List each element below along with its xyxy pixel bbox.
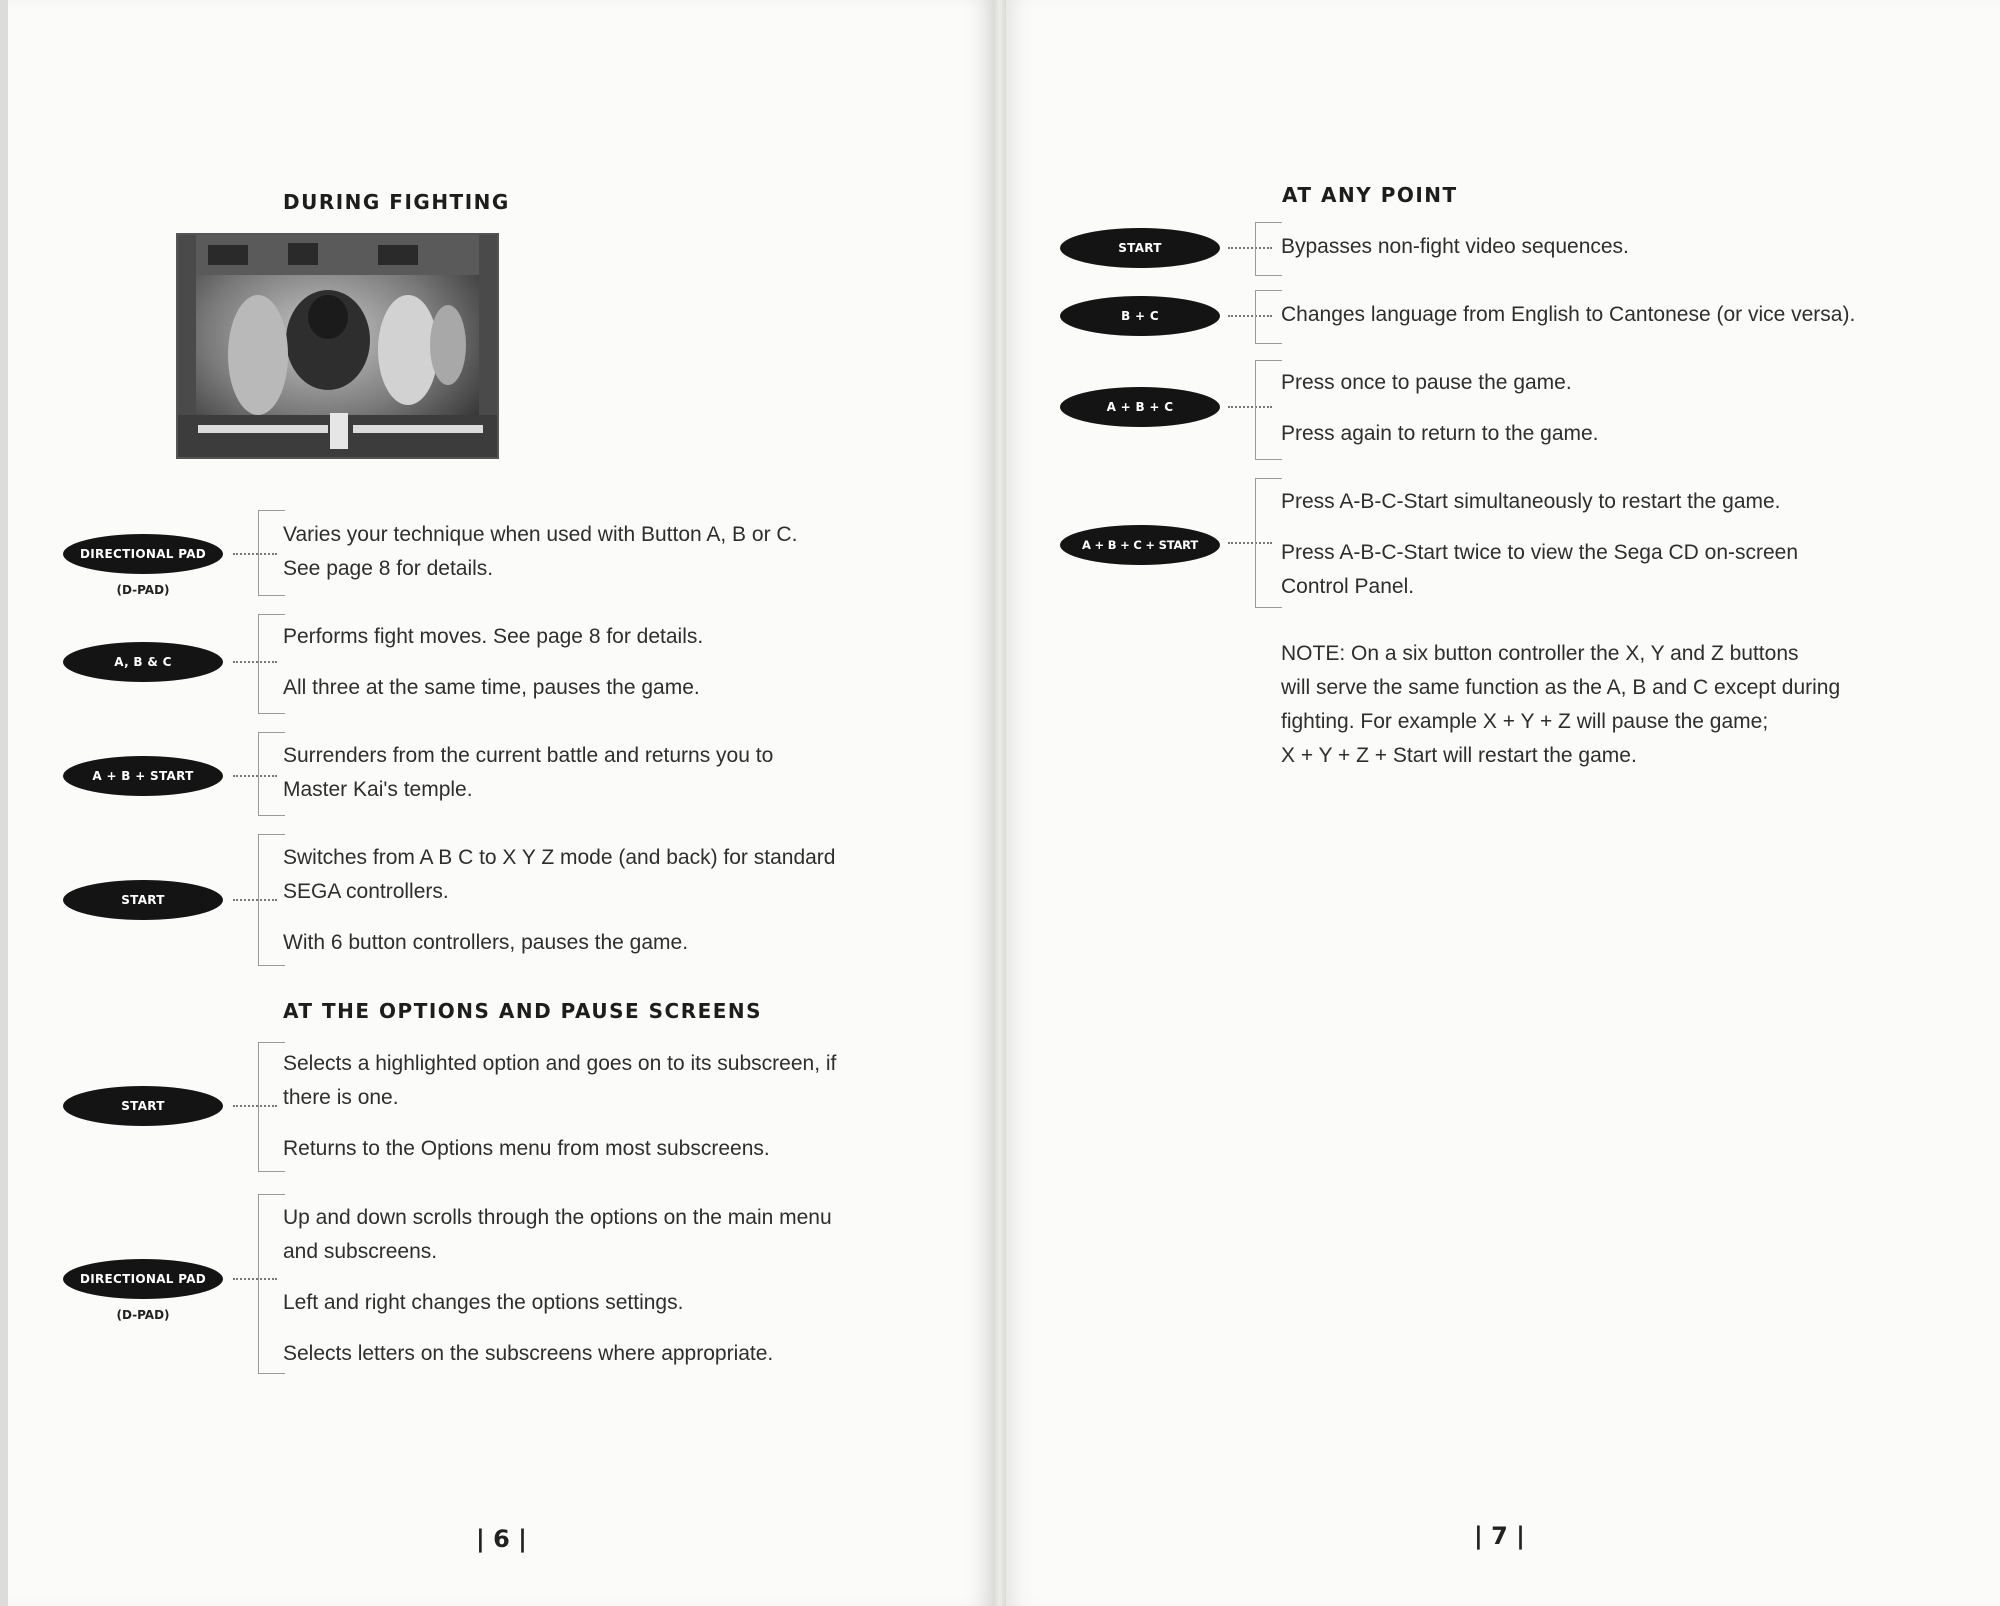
bracket xyxy=(1255,360,1282,460)
bracket xyxy=(1255,290,1282,344)
book-gutter xyxy=(993,0,1006,1606)
desc-line: Press A-B-C-Start simultaneously to restart the game. xyxy=(1281,490,1781,513)
bracket xyxy=(1255,478,1282,608)
desc-line: and subscreens. xyxy=(283,1240,438,1263)
abc-button[interactable]: A, B & C xyxy=(63,642,223,682)
bracket xyxy=(1255,222,1282,276)
desc-line: Press once to pause the game. xyxy=(1281,371,1572,394)
desc-line: Switches from A B C to X Y Z mode (and back) for standard xyxy=(283,846,836,869)
note-paragraph xyxy=(1281,637,1840,773)
directional-pad-button[interactable]: DIRECTIONAL PAD xyxy=(63,534,223,574)
any-point-start-button[interactable]: START xyxy=(1060,228,1220,268)
desc-line: Surrenders from the current battle and returns you to xyxy=(283,744,774,767)
desc-line: Up and down scrolls through the options on the main menu xyxy=(283,1206,832,1229)
options-start-button[interactable]: START xyxy=(63,1086,223,1126)
fight-screenshot-image xyxy=(178,235,497,457)
bracket xyxy=(258,1194,285,1374)
note-line: will serve the same function as the A, B and C except during xyxy=(1281,676,1841,699)
heading-during-fighting: DURING FIGHTING xyxy=(283,190,510,214)
desc-line: Master Kai's temple. xyxy=(283,778,473,801)
d-pad-sublabel: (D-PAD) xyxy=(116,583,170,597)
heading-options-pause: AT THE OPTIONS AND PAUSE SCREENS xyxy=(283,999,763,1023)
desc-line: Press A-B-C-Start twice to view the Sega CD on-screen xyxy=(1281,541,1799,564)
desc-line: Selects a highlighted option and goes on to its subscreen, if xyxy=(283,1052,837,1075)
note-line: X + Y + Z + Start will restart the game. xyxy=(1281,744,1637,767)
bracket xyxy=(258,1042,285,1172)
a-b-c-button[interactable]: A + B + C xyxy=(1060,387,1220,427)
page-number-7: | 7 | xyxy=(1474,1522,1525,1550)
desc-line: With 6 button controllers, pauses the game. xyxy=(283,931,689,954)
a-b-start-button[interactable]: A + B + START xyxy=(63,756,223,796)
bracket xyxy=(258,834,285,966)
desc-line: Returns to the Options menu from most subscreens. xyxy=(283,1137,770,1160)
desc-line: Changes language from English to Cantonese (or vice versa). xyxy=(1281,303,1856,326)
d-pad-sublabel: (D-PAD) xyxy=(116,1308,170,1322)
outer-edge xyxy=(0,0,8,1606)
desc-line: Press again to return to the game. xyxy=(1281,422,1599,445)
a-b-c-start-button[interactable]: A + B + C + START xyxy=(1060,525,1220,565)
page-right xyxy=(1006,0,2000,1606)
bracket xyxy=(258,732,285,816)
fight-screenshot xyxy=(178,235,497,457)
note-line: NOTE: On a six button controller the X, Y and Z buttons xyxy=(1281,642,1799,665)
desc-line: there is one. xyxy=(283,1086,399,1109)
note-line: fighting. For example X + Y + Z will pause the game; xyxy=(1281,710,1769,733)
desc-line: Selects letters on the subscreens where appropriate. xyxy=(283,1342,774,1365)
b-c-button[interactable]: B + C xyxy=(1060,296,1220,336)
page-number-6: | 6 | xyxy=(476,1525,527,1553)
page-left xyxy=(8,0,993,1606)
desc-line: Left and right changes the options settings. xyxy=(283,1291,684,1314)
bracket xyxy=(258,510,285,596)
desc-line: Varies your technique when used with Button A, B or C. xyxy=(283,523,798,546)
desc-line: All three at the same time, pauses the game. xyxy=(283,676,700,699)
desc-line: SEGA controllers. xyxy=(283,880,449,903)
desc-line: Performs fight moves. See page 8 for details. xyxy=(283,625,704,648)
desc-line: See page 8 for details. xyxy=(283,557,494,580)
heading-any-point: AT ANY POINT xyxy=(1282,183,1458,207)
bracket xyxy=(258,614,285,714)
options-directional-pad-button[interactable]: DIRECTIONAL PAD xyxy=(63,1259,223,1299)
desc-line: Control Panel. xyxy=(1281,575,1415,598)
start-button[interactable]: START xyxy=(63,880,223,920)
desc-line: Bypasses non-fight video sequences. xyxy=(1281,235,1629,258)
